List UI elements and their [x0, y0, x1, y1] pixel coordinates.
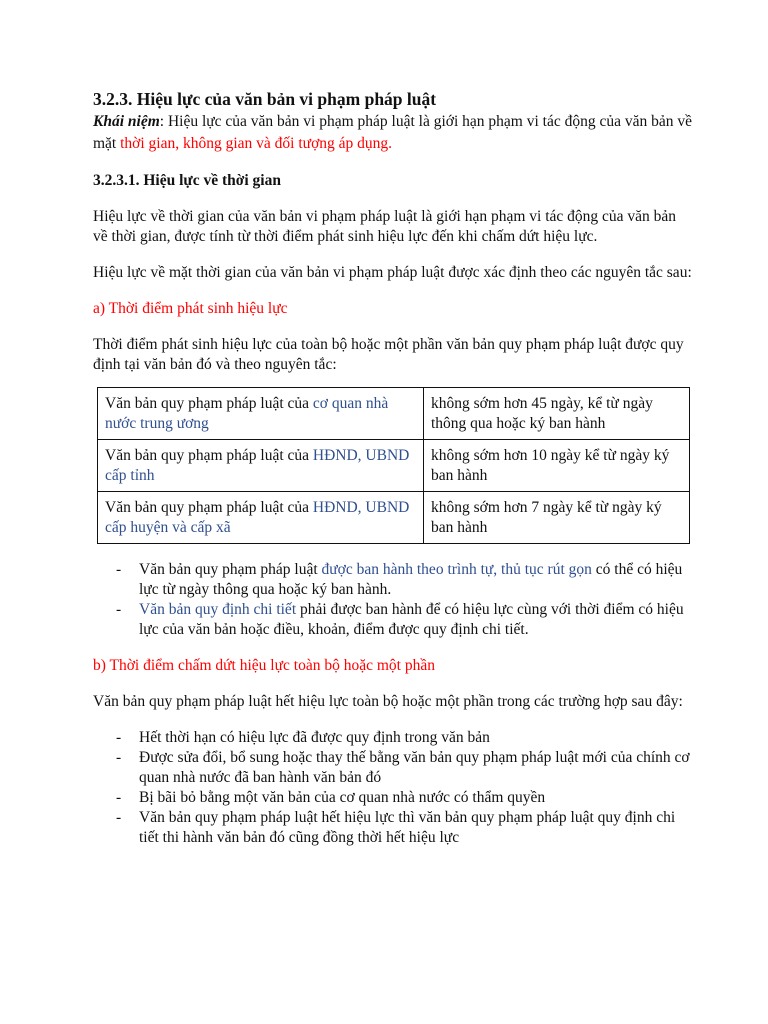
list-item-suffix: phải được ban hành để có hiệu lực cùng với thời điểm có hiệu lực của văn bản hoặc điều, khoản, điểm được quy định chi tiết.: [139, 601, 684, 638]
document-content: [93, 88, 693, 848]
table-cell-rule: không sớm hơn 45 ngày, kể từ ngày thông qua hoặc ký ban hành: [424, 388, 690, 440]
list-item: - Được sửa đổi, bổ sung hoặc thay thế bằng văn bản quy phạm pháp luật mới của chính cơ quan nhà nước đã ban hành văn bản đó: [116, 748, 693, 788]
cell-prefix: Văn bản quy phạm pháp luật của: [105, 395, 313, 412]
definition-label: Khái niệm: [93, 113, 160, 130]
list-item: [116, 600, 693, 640]
list-item: - Văn bản quy phạm pháp luật hết hiệu lực thì văn bản quy phạm pháp luật quy định chi tiết thi hành văn bản đó cũng đồng thời hết hiệu lực: [116, 808, 693, 848]
table-cell-rule: không sớm hơn 7 ngày kể từ ngày ký ban hành: [424, 492, 690, 544]
table-row: [98, 440, 690, 492]
definition-paragraph: [93, 111, 693, 155]
list-item-highlight: được ban hành theo trình tự, thủ tục rút gọn: [321, 561, 592, 578]
section-a-heading: a) Thời điểm phát sinh hiệu lực: [93, 300, 288, 317]
table-row: [98, 388, 690, 440]
list-item: - Hết thời hạn có hiệu lực đã được quy định trong văn bản: [116, 728, 693, 748]
definition-text: : Hiệu lực của văn bản vi phạm pháp luật là giới hạn phạm vi tác động của văn bản về mặt: [93, 113, 693, 152]
section-heading: 3.2.3. Hiệu lực của văn bản vi phạm pháp luật: [93, 89, 437, 109]
cell-entity: cơ quan nhà nước trung ương: [105, 395, 389, 432]
table-cell-authority: [98, 492, 424, 544]
paragraph-time-validity: Hiệu lực về thời gian của văn bản vi phạm pháp luật là giới hạn phạm vi tác động của văn bản về thời gian, được tính từ thời điểm phát sinh hiệu lực đến khi chấm dứt hiệu lực.: [93, 208, 677, 245]
table-cell-authority: [98, 440, 424, 492]
cell-prefix: Văn bản quy phạm pháp luật của: [105, 447, 313, 464]
list-item-highlight: Văn bản quy định chi tiết: [139, 601, 297, 618]
cell-entity: HĐND, UBND cấp tỉnh: [105, 447, 410, 484]
cell-prefix: Văn bản quy phạm pháp luật của: [105, 499, 313, 516]
list-item-prefix: Văn bản quy phạm pháp luật: [139, 561, 322, 578]
table-cell-rule: không sớm hơn 10 ngày kể từ ngày ký ban hành: [424, 440, 690, 492]
paragraph-effective-time: Thời điểm phát sinh hiệu lực của toàn bộ hoặc một phần văn bản quy phạm pháp luật được quy định tại văn bản đó và theo nguyên tắc:: [93, 336, 684, 373]
list-item: [116, 560, 693, 600]
effective-time-table: [97, 387, 690, 544]
section-b-heading: b) Thời điểm chấm dứt hiệu lực toàn bộ hoặc một phần: [93, 657, 435, 674]
cell-entity: HĐND, UBND cấp huyện và cấp xã: [105, 499, 410, 536]
effective-exceptions-list: [93, 560, 693, 640]
definition-highlight: thời gian, không gian và đối tượng áp dụng.: [120, 135, 393, 152]
termination-cases-list: [93, 728, 693, 848]
table-row: [98, 492, 690, 544]
table-cell-authority: [98, 388, 424, 440]
paragraph-termination: Văn bản quy phạm pháp luật hết hiệu lực toàn bộ hoặc một phần trong các trường hợp sau đây:: [93, 693, 683, 710]
paragraph-principles: Hiệu lực về mặt thời gian của văn bản vi phạm pháp luật được xác định theo các nguyên tắc sau:: [93, 264, 692, 281]
list-item: - Bị bãi bỏ bằng một văn bản của cơ quan nhà nước có thẩm quyền: [116, 788, 693, 808]
list-item-suffix: có thể có hiệu lực từ ngày thông qua hoặc ký ban hành.: [139, 561, 683, 598]
subsection-heading: 3.2.3.1. Hiệu lực về thời gian: [93, 172, 281, 189]
